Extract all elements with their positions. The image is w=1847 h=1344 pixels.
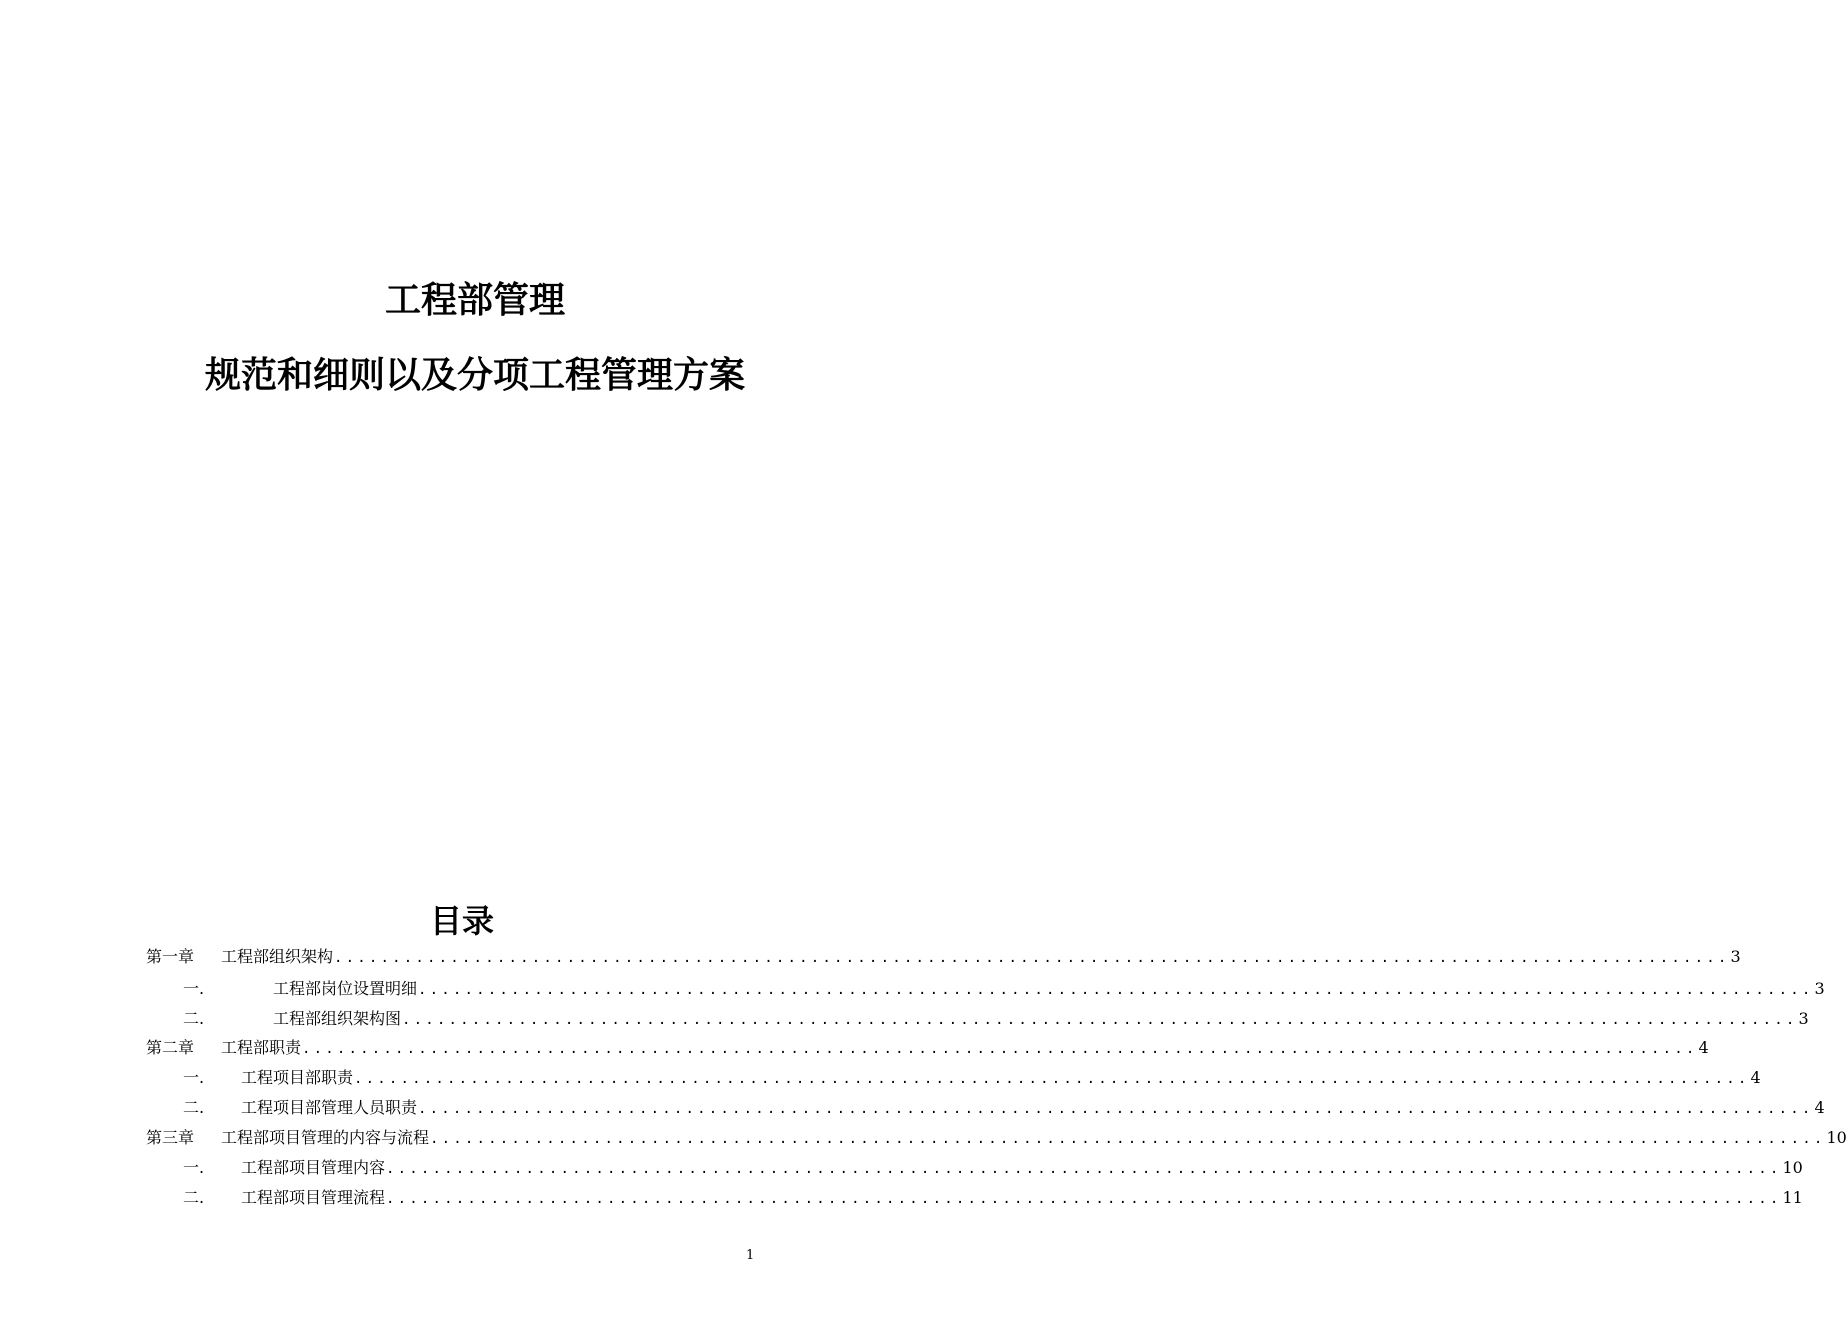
toc-entry-page: 4: [1698, 1038, 1709, 1057]
document-title-line-1: 工程部管理: [384, 280, 565, 321]
toc-entry-number: 一.: [183, 979, 205, 998]
toc-leader-dots: ........................................................................................................................: [354, 1071, 1750, 1087]
toc-entry-label: 工程项目部管理人员职责: [241, 1098, 418, 1117]
toc-entry-page: 4: [1814, 1098, 1825, 1117]
toc-entry-label: 工程部组织架构图: [273, 1009, 402, 1028]
toc-entry-number: 一.: [183, 1158, 205, 1177]
toc-entry-label: 工程部职责: [221, 1038, 302, 1057]
toc-entry-number: 第一章: [146, 947, 195, 966]
toc-entry-page: 10: [1826, 1128, 1847, 1147]
toc-entry-page: 10: [1782, 1158, 1803, 1177]
toc-entry-page: 3: [1814, 979, 1825, 998]
toc-entry-number: 二.: [183, 1098, 205, 1117]
toc-entry-page: 11: [1782, 1188, 1803, 1207]
page-number: 1: [746, 1248, 755, 1263]
toc-leader-dots: ........................................................................................................................: [334, 950, 1730, 966]
toc-entry-number: 二.: [183, 1009, 205, 1028]
toc-entry[interactable]: [183, 1187, 1803, 1209]
toc-entry-label: 工程项目部职责: [241, 1068, 354, 1087]
toc-entry-number: 一.: [183, 1068, 205, 1087]
toc-entry[interactable]: [146, 1127, 1847, 1149]
toc-leader-dots: ........................................................................................................................: [402, 1012, 1798, 1028]
toc-entry-page: 3: [1730, 947, 1741, 966]
toc-entry[interactable]: [146, 946, 1741, 968]
toc-entry-label: 工程部组织架构: [221, 947, 334, 966]
toc-entry[interactable]: [183, 1097, 1825, 1119]
toc-entry-label: 工程部项目管理流程: [241, 1188, 386, 1207]
toc-entry-number: 第三章: [146, 1128, 195, 1147]
document-title-line-2: 规范和细则以及分项工程管理方案: [204, 355, 745, 396]
toc-entry-label: 工程部项目管理的内容与流程: [221, 1128, 430, 1147]
toc-entry[interactable]: [183, 978, 1825, 1000]
toc-entry-label: 工程部岗位设置明细: [273, 979, 418, 998]
toc-entry-number: 二.: [183, 1188, 205, 1207]
toc-entry-label: 工程部项目管理内容: [241, 1158, 386, 1177]
toc-entry[interactable]: [183, 1067, 1761, 1089]
toc-leader-dots: ........................................................................................................................: [386, 1191, 1782, 1207]
toc-leader-dots: ........................................................................................................................: [430, 1131, 1826, 1147]
toc-entry-page: 4: [1750, 1068, 1761, 1087]
toc-heading: 目录: [429, 902, 494, 940]
toc-entry[interactable]: [146, 1037, 1709, 1059]
toc-entry[interactable]: [183, 1157, 1803, 1179]
toc-leader-dots: ........................................................................................................................: [386, 1161, 1782, 1177]
toc-leader-dots: ........................................................................................................................: [418, 982, 1814, 998]
toc-leader-dots: ........................................................................................................................: [418, 1101, 1814, 1117]
toc-entry-page: 3: [1798, 1009, 1809, 1028]
toc-entry[interactable]: [183, 1008, 1809, 1030]
toc-entry-number: 第二章: [146, 1038, 195, 1057]
toc-leader-dots: ........................................................................................................................: [302, 1041, 1698, 1057]
